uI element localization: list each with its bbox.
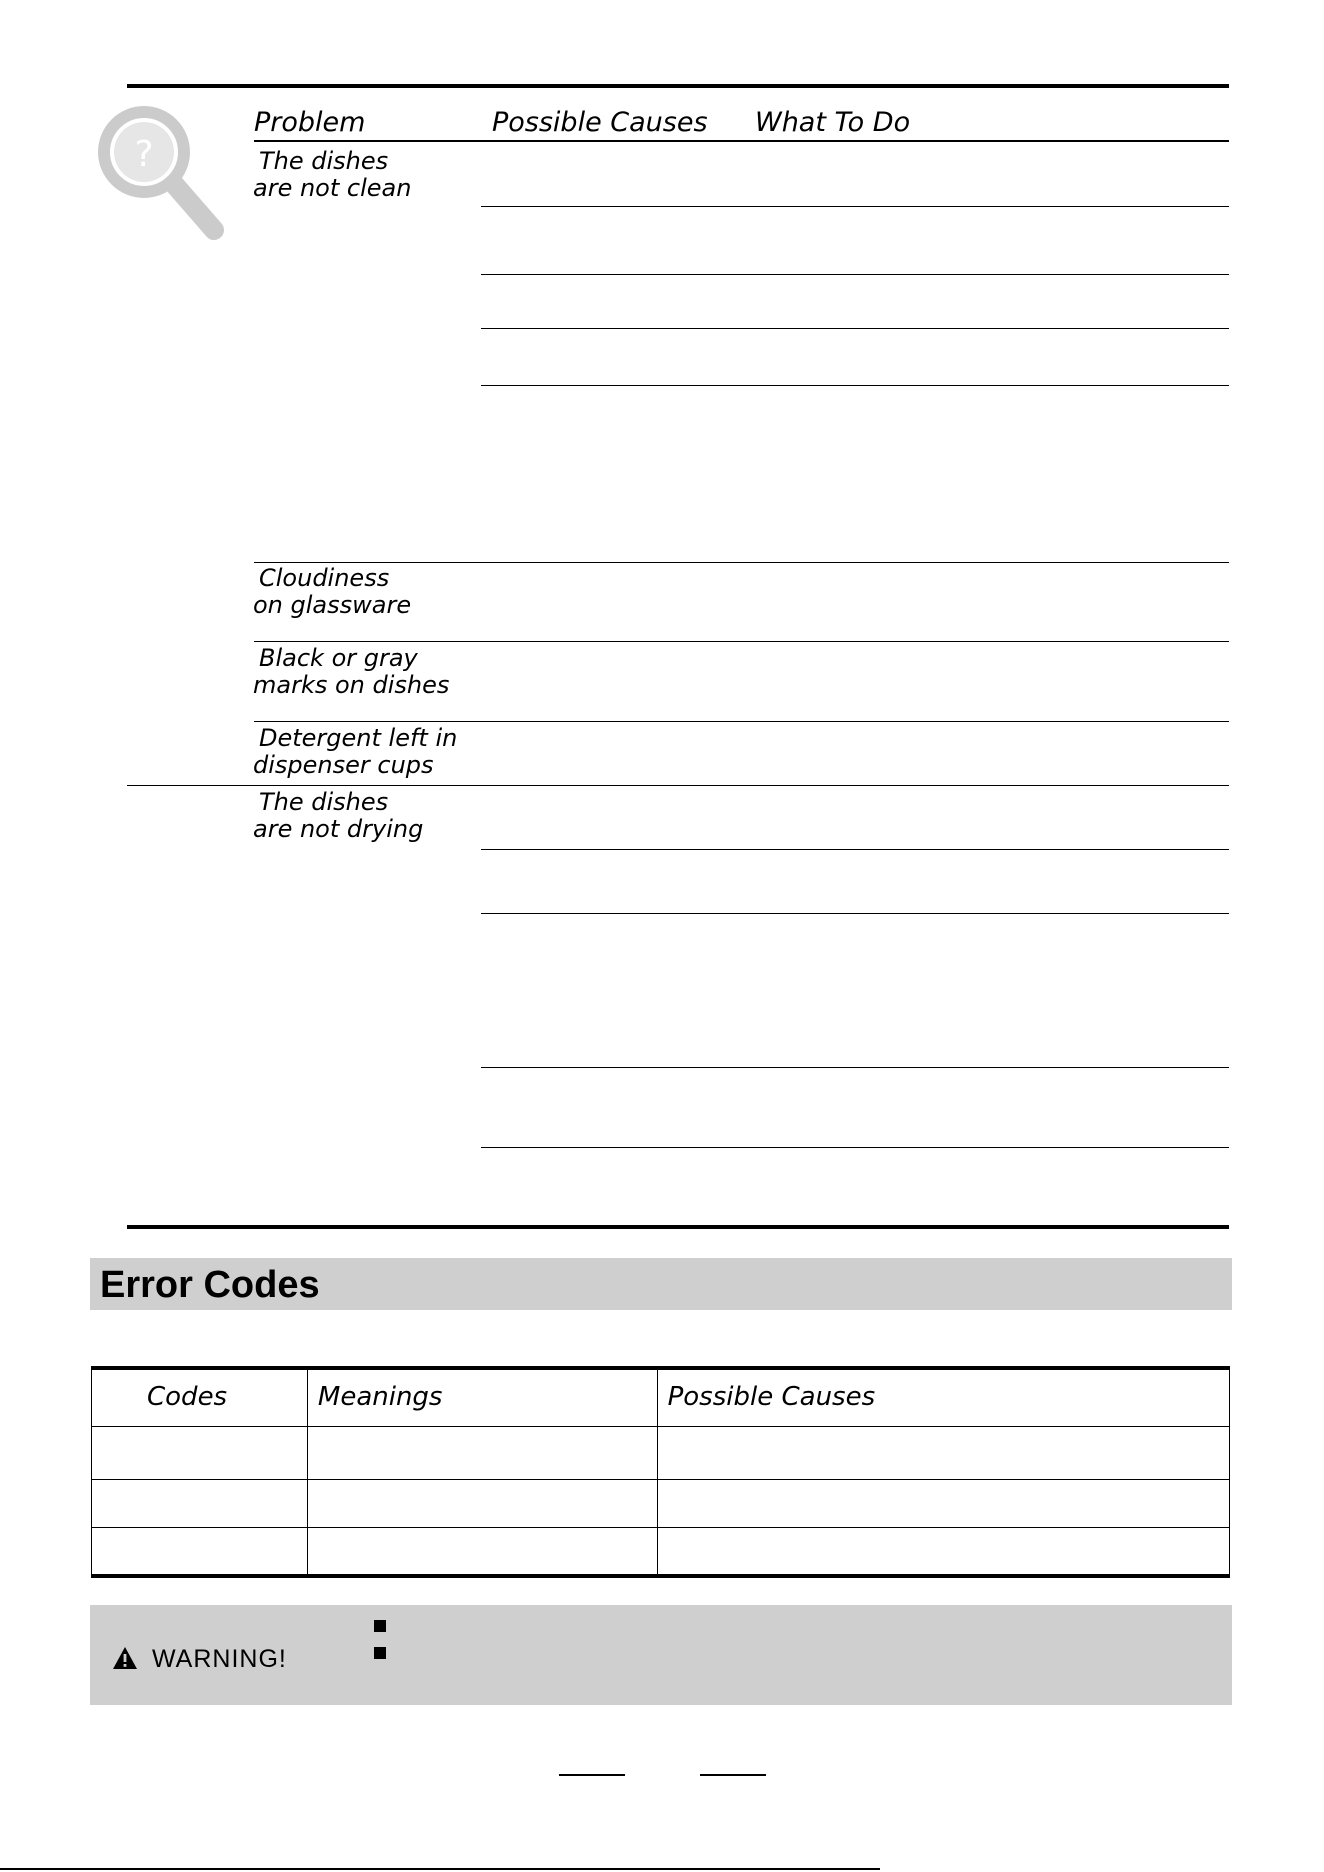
table-cell xyxy=(307,1528,657,1577)
header-underline xyxy=(254,140,1229,142)
row-divider xyxy=(481,274,1229,275)
page-edge-rule xyxy=(0,1868,880,1870)
section-divider xyxy=(127,785,1229,786)
row-divider xyxy=(481,328,1229,329)
row-divider xyxy=(481,849,1229,850)
row-divider xyxy=(481,913,1229,914)
table-cell xyxy=(657,1427,1229,1480)
svg-text:?: ? xyxy=(134,134,154,175)
problem-not-drying: The dishes are not drying xyxy=(253,788,424,843)
table-row xyxy=(92,1427,1230,1480)
bottom-rule xyxy=(127,1225,1229,1229)
problem-not-clean: The dishes are not clean xyxy=(253,147,412,202)
problem-detergent-left: Detergent left in dispenser cups xyxy=(253,724,458,779)
table-cell xyxy=(307,1480,657,1528)
column-header-codes: Codes xyxy=(92,1368,308,1427)
table-row xyxy=(92,1480,1230,1528)
footer-rule xyxy=(700,1774,766,1776)
problem-divider xyxy=(254,721,1229,722)
header-what-to-do: What To Do xyxy=(755,107,911,138)
warning-box xyxy=(90,1605,1232,1705)
warning-triangle-icon xyxy=(112,1646,138,1670)
column-header-meanings: Meanings xyxy=(307,1368,657,1427)
error-codes-table xyxy=(91,1366,1230,1578)
problem-black-marks: Black or gray marks on dishes xyxy=(253,644,450,699)
problem-divider xyxy=(254,562,1229,563)
table-cell xyxy=(657,1528,1229,1577)
row-divider xyxy=(481,1147,1229,1148)
table-header-row xyxy=(92,1368,1230,1427)
table-cell xyxy=(92,1528,308,1577)
warning-bullet xyxy=(374,1647,386,1659)
table-cell xyxy=(92,1427,308,1480)
error-codes-title: Error Codes xyxy=(100,1264,320,1306)
row-divider xyxy=(481,1067,1229,1068)
table-row xyxy=(92,1528,1230,1577)
footer-rule xyxy=(559,1774,625,1776)
warning-bullet xyxy=(374,1620,386,1632)
error-codes-section-bar xyxy=(90,1258,1232,1310)
header-possible-causes: Possible Causes xyxy=(492,107,708,138)
header-problem: Problem xyxy=(254,107,366,138)
row-divider xyxy=(481,385,1229,386)
table-cell xyxy=(657,1480,1229,1528)
magnifier-question-icon xyxy=(96,104,228,242)
problem-divider xyxy=(254,641,1229,642)
problem-cloudiness: Cloudiness on glassware xyxy=(253,564,412,619)
table-cell xyxy=(92,1480,308,1528)
warning-label: WARNING! xyxy=(152,1645,287,1673)
top-rule xyxy=(127,84,1229,88)
row-divider xyxy=(481,206,1229,207)
column-header-possible-causes: Possible Causes xyxy=(657,1368,1229,1427)
table-cell xyxy=(307,1427,657,1480)
